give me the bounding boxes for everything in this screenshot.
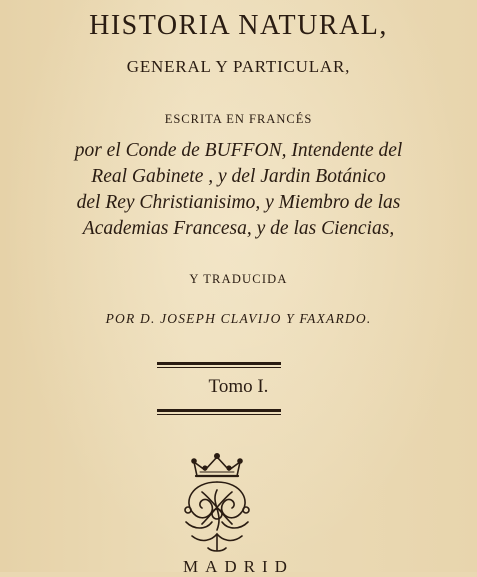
translator-credit: POR D. JOSEPH CLAVIJO Y FAXARDO. (105, 311, 372, 326)
written-in-label: ESCRITA EN FRANCÉS (164, 112, 313, 126)
top-rule-divider (157, 362, 281, 365)
translated-label: Y TRADUCIDA (189, 272, 288, 286)
book-title: HISTORIA NATURAL, (89, 10, 388, 41)
author-line-3: del Rey Christianisimo, y Miembro de las (76, 192, 401, 213)
bottom-rule-divider (157, 409, 281, 412)
crowned-monogram-icon (172, 452, 262, 556)
author-line-1: por el Conde de BUFFON, Intendente del (74, 140, 403, 161)
volume-label: Tomo I. (208, 376, 269, 397)
author-line-2: Real Gabinete , y del Jardin Botánico (91, 166, 386, 187)
book-subtitle: GENERAL Y PARTICULAR, (126, 57, 351, 76)
imprint-city: MADRID (183, 557, 294, 576)
author-line-4: Academias Francesa, y de las Ciencias, (82, 218, 395, 239)
